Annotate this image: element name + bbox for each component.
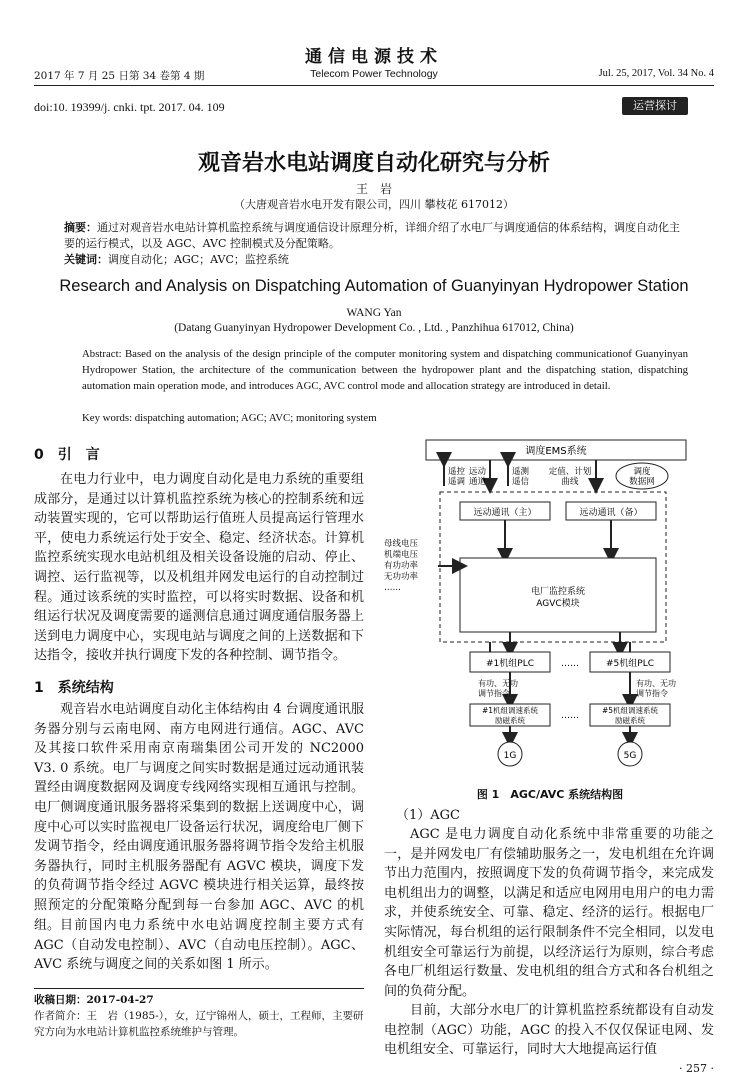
side-label-3: 无功功率 [384,572,419,582]
section-0-paragraph: 在电力行业中，电力调度自动化是电力系统的重要组成部分，是通过以计算机监控系统为核心的控制系统和远动装置实现的，它可以帮助运行值班人员提高运行管理水平，使电力系统运行处于安全、稳定、经济状态。计算机监控系统实现水电站机组及相关设备设施的启动、停止、调控、运行监视等，以及机组并网发电运行的自动控制过程。通过该系统的实时监控，可以将实时数据、设备和机组运行状况及调度需要的遥测信息通过调度通信服务器上送到电力调度中心，实现电站与调度之间的上送数据和下达指令，接收并执行调度下发的各种控制、调节指令。 [34,472,364,664]
cmd-right-label: 有功、无功 [636,679,676,688]
abstract-cn-label: 摘要： [64,221,97,234]
keywords-cn-label: 关键词： [64,253,108,266]
keywords-en-label: Key words: [82,412,133,424]
keywords-cn [64,252,684,268]
agc-avc-diagram [380,436,720,774]
affiliation-cn: （大唐观音岩水电开发有限公司，四川 攀枝花 617012） [234,198,514,211]
keywords-en [82,410,688,426]
svg-text:数据网: 数据网 [629,477,655,487]
svg-text:1G: 1G [503,751,517,761]
paper-title-en: Research and Analysis on Dispatching Automation of Guanyinyan Hydropower Station [59,277,689,295]
svg-text:远动通讯（备）: 远动通讯（备） [579,508,643,518]
remote-channel-label: 远动 [468,467,486,477]
header-issue-en: Jul. 25, 2017, Vol. 34 No. 4 [598,68,714,79]
side-label-4: …… [384,583,401,593]
author-en: WANG Yan [346,307,402,319]
author-cn: 王 岩 [355,182,392,196]
doi: doi:10. 19399/j. cnki. tpt. 2017. 04. 109 [34,100,225,114]
svg-text:AGVC模块: AGVC模块 [536,599,580,609]
abstract-en [82,346,688,394]
svg-text:#5机组PLC: #5机组PLC [606,659,654,669]
ems-label: 调度EMS系统 [525,446,587,457]
affiliation-en: (Datang Guanyinyan Hydropower Development Co. , Ltd. , Panzhihua 617012, China) [174,322,574,334]
section-0-heading: 0 引 言 [34,447,100,463]
svg-text:远动通讯（主）: 远动通讯（主） [473,508,537,518]
telemetry-label: 遥测 [512,467,530,477]
agc-paragraph-1: AGC 是电力调度自动化系统中非常重要的功能之一，是并网发电厂有偿辅助服务之一，发电机组在允许调节出力范围内，按照调度下发的负荷调节指令，来完成发电机组出力的调整，以满足和适应电网用电用户的电力需求，并使系统安全、可靠、稳定、经济的运行。根据电厂实际情况，每台机组的运行限制条件不完全相同，以发电机组安全可靠运行为前提，以经济运行为原则，综合考虑各电厂机组运行数量、发电机组的组合方式和各台机组之间的负荷分配。 [384,827,714,999]
svg-text:遥信: 遥信 [512,477,530,487]
abstract-en-label: Abstract: [82,348,122,360]
section-1-paragraph-1: 观音岩水电站调度自动化主体结构由 4 台调度通讯服务器分别与云南电网、南方电网进行通信。AGC、AVC 及其接口软件采用南京南瑞集团公司开发的 NC2000 V3. 0 系统。电厂与调度之间实时数据是通过远动通讯装置经由调度数据网及调度专线网络实现相互通讯与控制。电厂侧调度通讯服务器将采集到的数据上送调度中心，调度中心可以实时监视电厂设备运行状况，调度给电厂侧下发调节指令，经由调度通讯服务器将调节指令发给主机服务器执行，同时主机服务器配有 AGVC 模块，调度下发的负荷调节指令经过 AGVC 模块进行相关运算，最终按照预定的分配策略分配到每一台参加 AGC、AVC 的机组。 [34,702,364,933]
footnote-received: 收稿日期：2017-04-27 [34,994,154,1006]
svg-text:调度: 调度 [633,467,651,477]
agc-heading: （1）AGC [396,808,460,823]
header-journal-en: Telecom Power Technology [310,68,438,80]
abstract-cn-text: 通过对观音岩水电站计算机监控系统与调度通信设计原理分析，详细介绍了水电厂与调度通信的体系结构，调度自动化主要的运行模式，以及 AGC、AVC 控制模式及分配策略。 [64,221,680,250]
header-rule [34,85,714,86]
svg-text:#1机组PLC: #1机组PLC [486,659,534,669]
section-1-heading: 1 系统结构 [34,680,114,696]
side-label-2: 有功功率 [384,561,419,571]
svg-text:电厂监控系统: 电厂监控系统 [530,587,586,597]
svg-text:励磁系统: 励磁系统 [495,716,525,725]
keywords-en-text: dispatching automation; AGC; AVC; monitoring system [134,412,377,424]
figure-caption: 图 1 AGC/AVC 系统结构图 [476,788,624,801]
remote-control-label: 遥控 [448,467,466,477]
column-tag: 运营探讨 [622,97,688,115]
setpoint-curve-label: 定值、计划 [548,467,592,477]
svg-text:调节指令: 调节指令 [636,689,668,698]
svg-text:#5机组调速系统: #5机组调速系统 [601,706,659,715]
svg-text:调节指令: 调节指令 [478,689,510,698]
svg-text:……: …… [561,711,579,721]
section-1-paragraph-2: 目前国内电力系统中水电站调度控制主要方式有 AGC（自动发电控制）、AVC（自动电压控制）。AGC、AVC 系统与调度之间的关系如图 1 所示。 [34,918,364,973]
abstract-en-text: Based on the analysis of the design principle of the computer monitoring system and dispatching communicationof Guanyinyan Hydropower Station, the architecture of the communication between the hydropower plant and the dispatching station, dispatching automation main operation mode, and introduces AGC, AVC control mode and allocation strategy are introduced in detail. [82,348,688,392]
page-number: · 257 · [679,1062,714,1075]
svg-text:曲线: 曲线 [561,477,579,487]
keywords-cn-text: 调度自动化；AGC；AVC；监控系统 [108,253,289,266]
header-issue-cn: 2017 年 7 月 25 日第 34 卷第 4 期 [34,70,205,82]
side-label-0: 母线电压 [384,539,419,549]
abstract-cn [64,220,684,252]
svg-text:通道: 通道 [468,477,486,487]
svg-text:#1机组调速系统: #1机组调速系统 [481,706,539,715]
svg-text:励磁系统: 励磁系统 [615,716,645,725]
paper-title-cn: 观音岩水电站调度自动化研究与分析 [197,151,550,176]
side-label-1: 机端电压 [384,550,419,560]
footnote-rule [34,988,364,989]
svg-text:5G: 5G [623,751,637,761]
footnote-author: 作者简介：王 岩（1985-），女，辽宁锦州人，硕士，工程师，主要研究方向为水电站计算机监控系统维护与管理。 [34,1010,364,1038]
agc-paragraph-2: 目前，大部分水电厂的计算机监控系统都设有自动发电控制（AGC）功能，AGC 的投入不仅仅保证电网、发电机组安全、可靠运行，同时大大地提高运行值 [384,1003,714,1058]
cmd-left-label: 有功、无功 [478,679,518,688]
svg-text:遥调: 遥调 [448,477,466,487]
plc-dots: …… [561,659,579,669]
journal-logo: 通信电源技术 [305,47,443,67]
